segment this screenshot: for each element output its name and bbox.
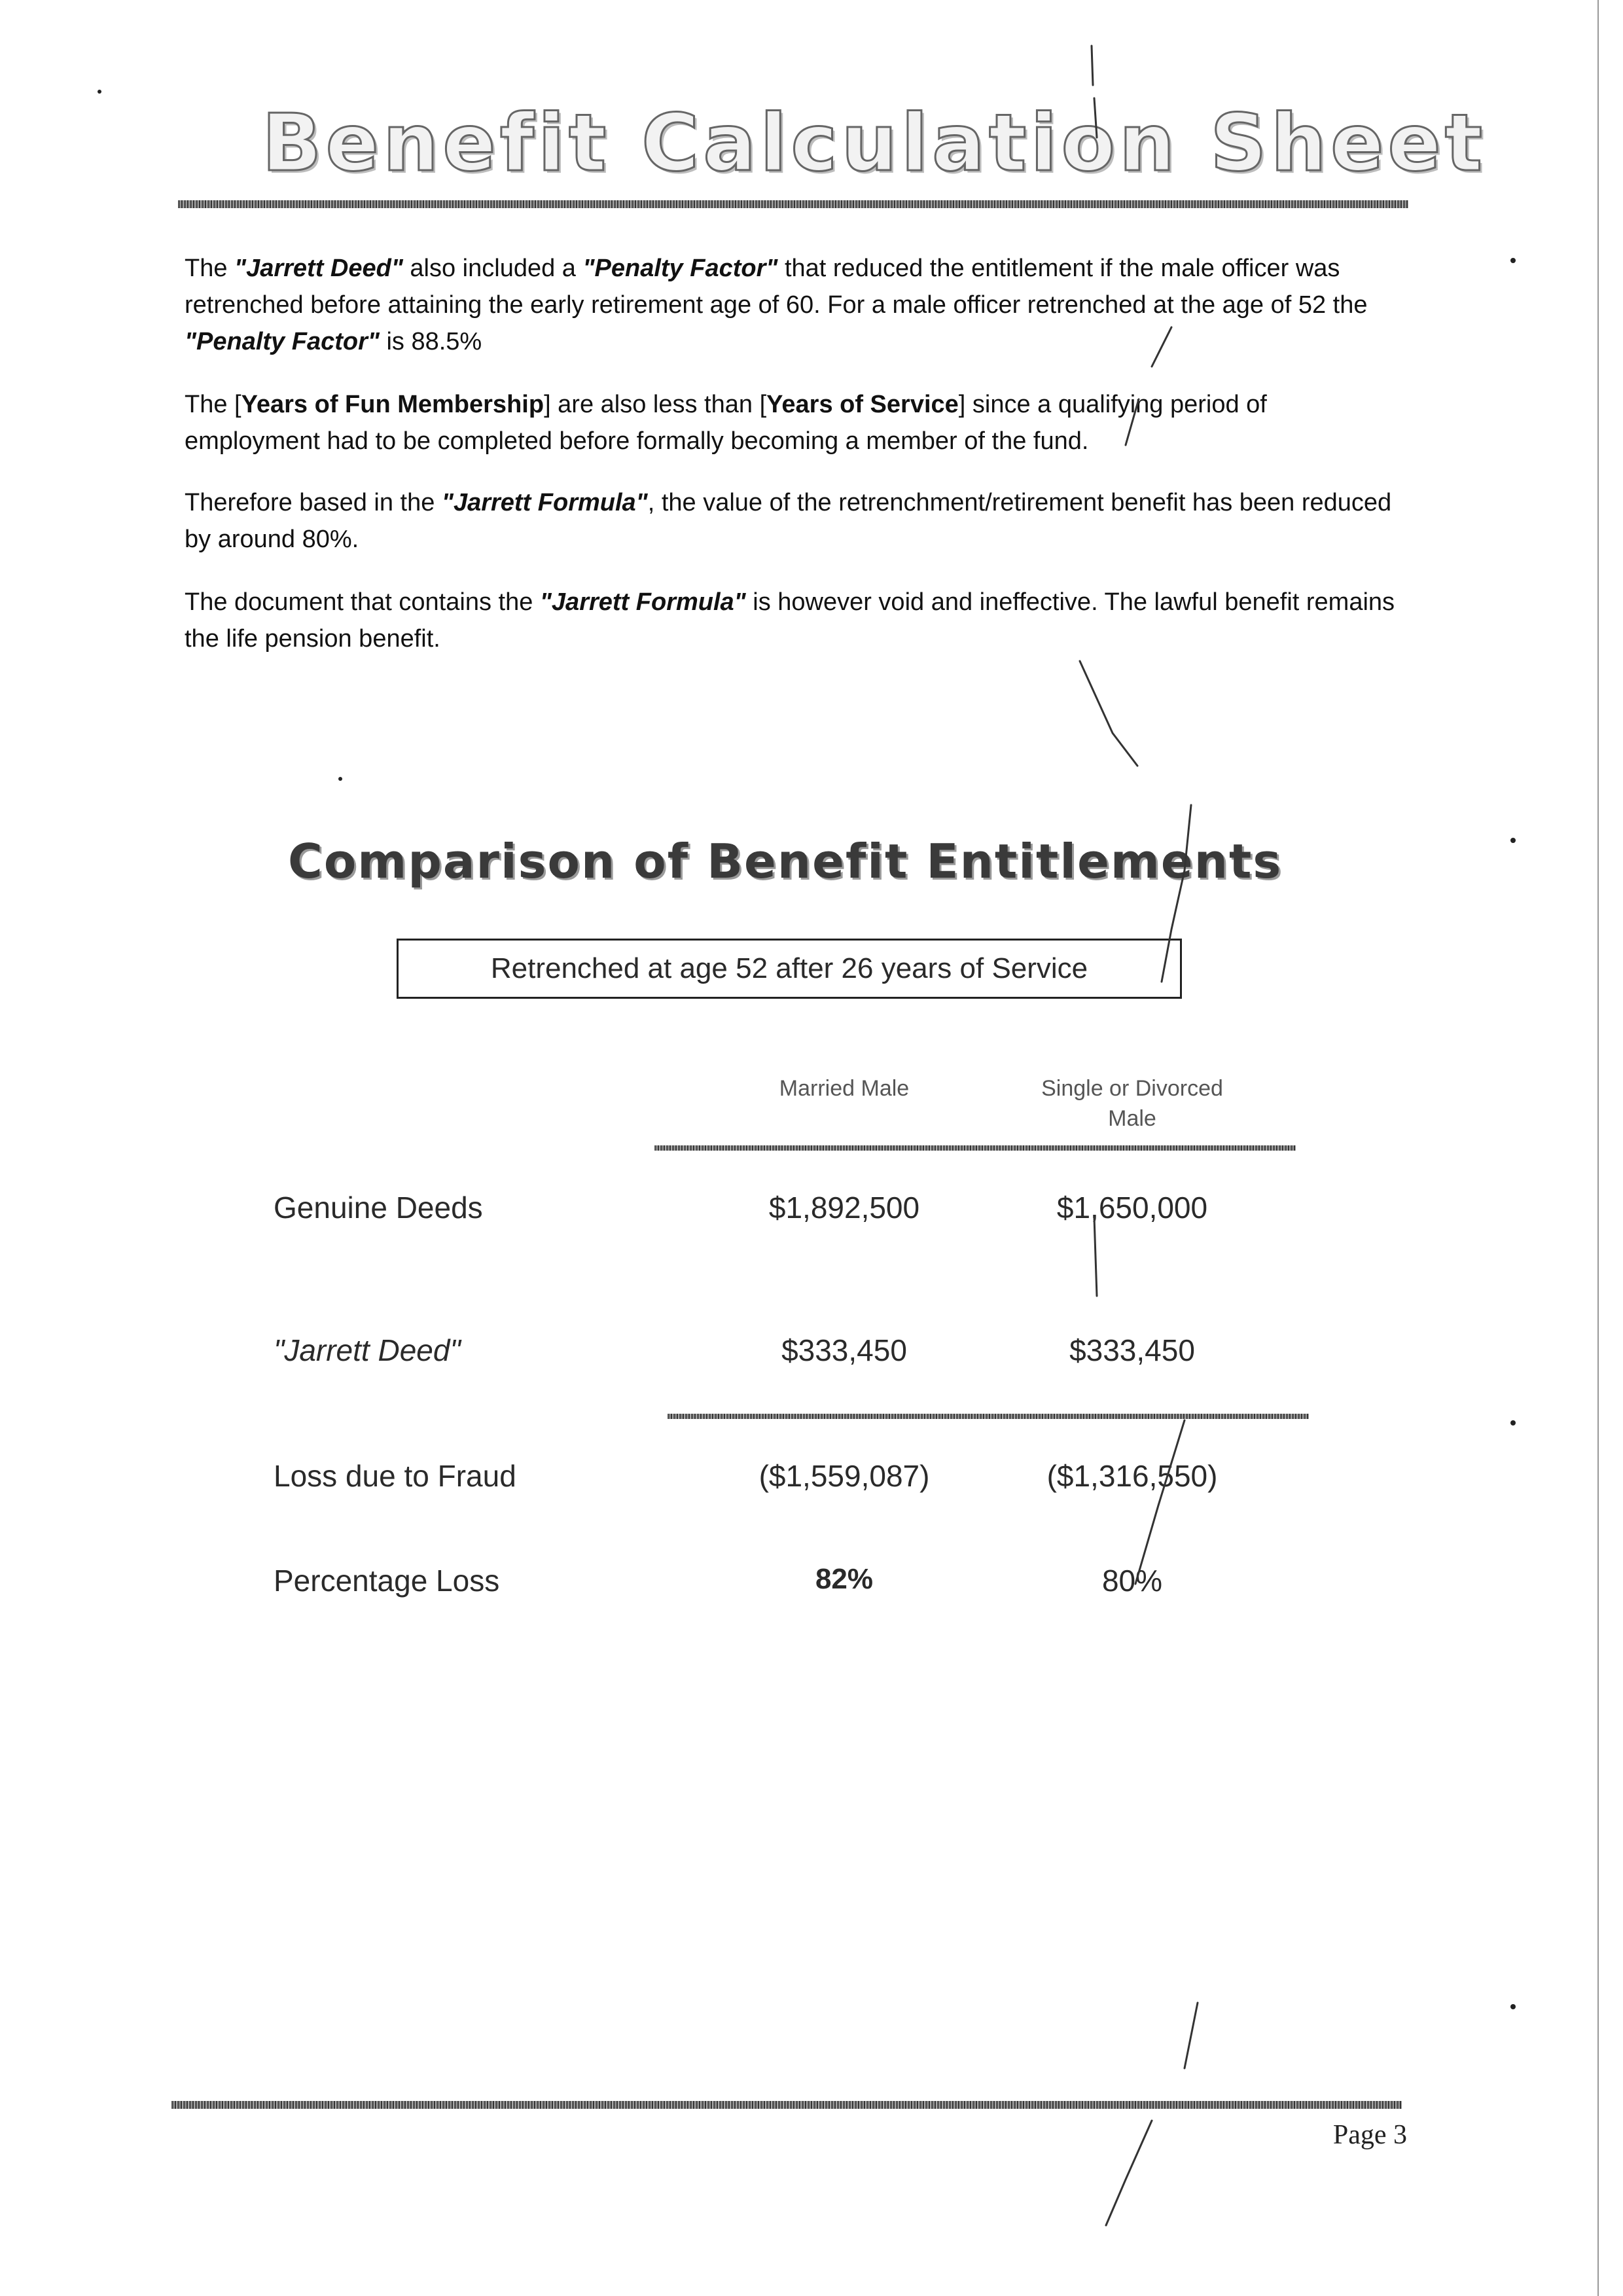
column-header-single-divorced-male: [995, 1073, 1270, 1134]
stray-pen-mark: [1185, 2003, 1198, 2068]
term-jarrett-deed: "Jarrett Deed": [234, 255, 403, 282]
term-years-of-service: Years of Service: [766, 391, 959, 418]
column-header-married-male: Married Male: [779, 1076, 910, 1101]
text: also included a: [402, 255, 583, 282]
stray-pen-mark: [1135, 1420, 1185, 1584]
stray-pen-mark: [1094, 1217, 1097, 1296]
row-label-percentage-loss: Percentage Loss: [274, 1564, 500, 1598]
page-number: Page 3: [1332, 2120, 1407, 2150]
row-label-genuine-deeds: Genuine Deeds: [274, 1191, 483, 1225]
header-rule: [178, 200, 1408, 208]
page-title: Benefit Calculation Sheet: [262, 98, 1487, 189]
row-label-jarrett-deed: "Jarrett Deed": [274, 1333, 461, 1367]
paragraph-membership: [185, 386, 1402, 459]
cell-jarrett-single: $333,450: [1069, 1333, 1195, 1367]
footer-rule: [171, 2101, 1402, 2109]
cell-loss-married: ($1,559,087): [758, 1459, 930, 1493]
paragraph-reduction: [185, 484, 1402, 558]
speck: [1510, 838, 1516, 843]
stray-pen-mark: [1106, 2121, 1152, 2225]
text: that reduced the entitlement if the male officer was retrenched before attaining the early retirement age of 60. For a male officer retrenched at the age of 52 the: [185, 255, 1368, 319]
comparison-subtitle-box: [397, 939, 1182, 999]
speck: [1510, 258, 1516, 263]
text: ] since a qualifying period of employment had to be completed before formally becoming a member of the fund.: [185, 391, 1267, 455]
text: Therefore based in the: [185, 489, 442, 516]
speck: [1510, 2004, 1516, 2009]
term-jarrett-formula: "Jarrett Formula": [539, 588, 746, 616]
text: , the value of the retrenchment/retirement benefit has been reduced by around 80%.: [185, 489, 1392, 553]
cell-genuine-single: $1,650,000: [1056, 1191, 1208, 1225]
stray-pen-mark: [1080, 661, 1137, 766]
cell-jarrett-married: $333,450: [781, 1333, 907, 1367]
text: is however void and ineffective. The lawful benefit remains the life pension benefit.: [185, 588, 1395, 653]
cell-genuine-married: $1,892,500: [768, 1191, 920, 1225]
term-penalty-factor: "Penalty Factor": [582, 255, 778, 282]
term-jarrett-formula: "Jarrett Formula": [441, 489, 648, 516]
comparison-subtitle: Retrenched at age 52 after 26 years of Service: [490, 952, 1088, 984]
term-years-of-fun-membership: Years of Fun Membership: [241, 391, 544, 418]
term-penalty-factor: "Penalty Factor": [185, 328, 380, 355]
text: ] are also less than [: [544, 391, 767, 418]
stray-pen-mark: [1092, 46, 1093, 85]
comparison-title: Comparison of Benefit Entitlements: [288, 834, 1283, 889]
text: The: [185, 255, 235, 282]
text: is 88.5%: [379, 328, 482, 355]
text: The document that contains the: [185, 588, 540, 616]
text: The [: [185, 391, 241, 418]
paragraph-void: [185, 584, 1402, 657]
row-label-loss-due-to-fraud: Loss due to Fraud: [274, 1459, 516, 1493]
cell-loss-single: ($1,316,550): [1046, 1459, 1218, 1493]
speck: [338, 777, 342, 781]
column-header-line: Male: [1108, 1106, 1156, 1131]
paragraph-penalty-factor: [185, 250, 1402, 360]
speck: [98, 90, 101, 94]
column-header-line: Single or Divorced: [1041, 1076, 1223, 1101]
table-header-rule: [654, 1145, 1296, 1151]
table-total-rule: [668, 1414, 1309, 1419]
speck: [1510, 1420, 1516, 1426]
cell-percent-single: 80%: [1101, 1564, 1163, 1598]
cell-percent-married: 82%: [815, 1563, 874, 1595]
